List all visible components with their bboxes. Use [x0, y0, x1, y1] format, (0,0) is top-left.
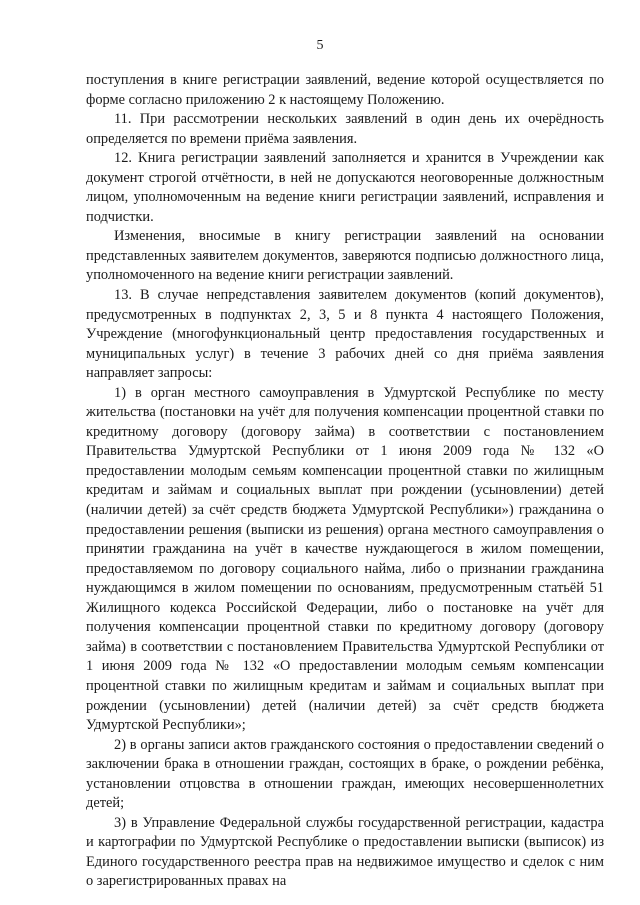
paragraph-subitem-3: 3) в Управление Федеральной службы государственной регистрации, кадастра и картографии по Удмуртской Республике о предоставлении выписки (выписок) из Единого государственного реестра прав на недвижимое имущество и сделок с ним о зарегистрированных правах на [86, 814, 604, 890]
paragraph-continuation: поступления в книге регистрации заявлений, ведение которой осуществляется по форме согласно приложению 2 к настоящему Положению. [86, 72, 604, 108]
paragraph-subitem-2: 2) в органы записи актов гражданского состояния о предоставлении сведений о заключении брака в отношении граждан, состоящих в браке, о рождении ребёнка, установлении отцовства в отношении граждан, имеющих несовершеннолетних детей; [86, 736, 604, 812]
paragraph-item-12: 12. Книга регистрации заявлений заполняется и хранится в Учреждении как документ строгой отчётности, в ней не допускаются неоговоренные должностным лицом, уполномоченным на ведение книги регистрации заявлений, исправления и подчистки. [86, 150, 604, 225]
paragraph-subitem-1: 1) в орган местного самоуправления в Удмуртской Республике по месту жительства (постановки на учёт для получения компенсации процентной ставки по кредитному договору (договору займа) в соответствии с постановлением Правительства Удмуртской Республики от 1 июня 2009 года № 132 «О предоставлении молодым семьям компенсации процентной ставки по жилищным кредитам и займам и социальных выплат при рождении (усыновлении) детей (наличии детей) за счёт средств бюджета Удмуртской Республики») гражданина о предоставлении решения (выписки из решения) органа местного самоуправления о принятии гражданина на учёт в качестве нуждающегося в жилом помещении, предоставляемом по договору социального найма, либо о признании гражданина нуждающимся в жилом помещении по основаниям, предусмотренным статьёй 51 Жилищного кодекса Российской Федерации, либо о постановке на учёт для получения компенсации процентной ставки по кредитному договору (договору займа) в соответствии с постановлением Правительства Удмуртской Республики от 1 июня 2009 года № 132 «О предоставлении молодым семьям компенсации процентной ставки по жилищным кредитам и займам и социальных выплат при рождении (усыновлении) детей (наличии детей) за счёт средств бюджета Удмуртской Республики»; [86, 384, 604, 734]
paragraph-item-11: 11. При рассмотрении нескольких заявлений в один день их очерёдность определяется по времени приёма заявления. [86, 111, 604, 147]
page-number: 5 [316, 38, 324, 53]
document-body [86, 71, 604, 892]
paragraph-item-13: 13. В случае непредставления заявителем документов (копий документов), предусмотренных в подпунктах 2, 3, 5 и 8 пункта 4 настоящего Положения, Учреждение (многофункциональный центр предоставления государственных и муниципальных услуг) в течение 3 рабочих дней со дня приёма заявления направляет запросы: [86, 287, 604, 382]
paragraph-changes: Изменения, вносимые в книгу регистрации заявлений на основании представленных заявителем документов, заверяются подписью должностного лица, уполномоченного на ведение книги регистрации заявлений. [86, 228, 604, 284]
